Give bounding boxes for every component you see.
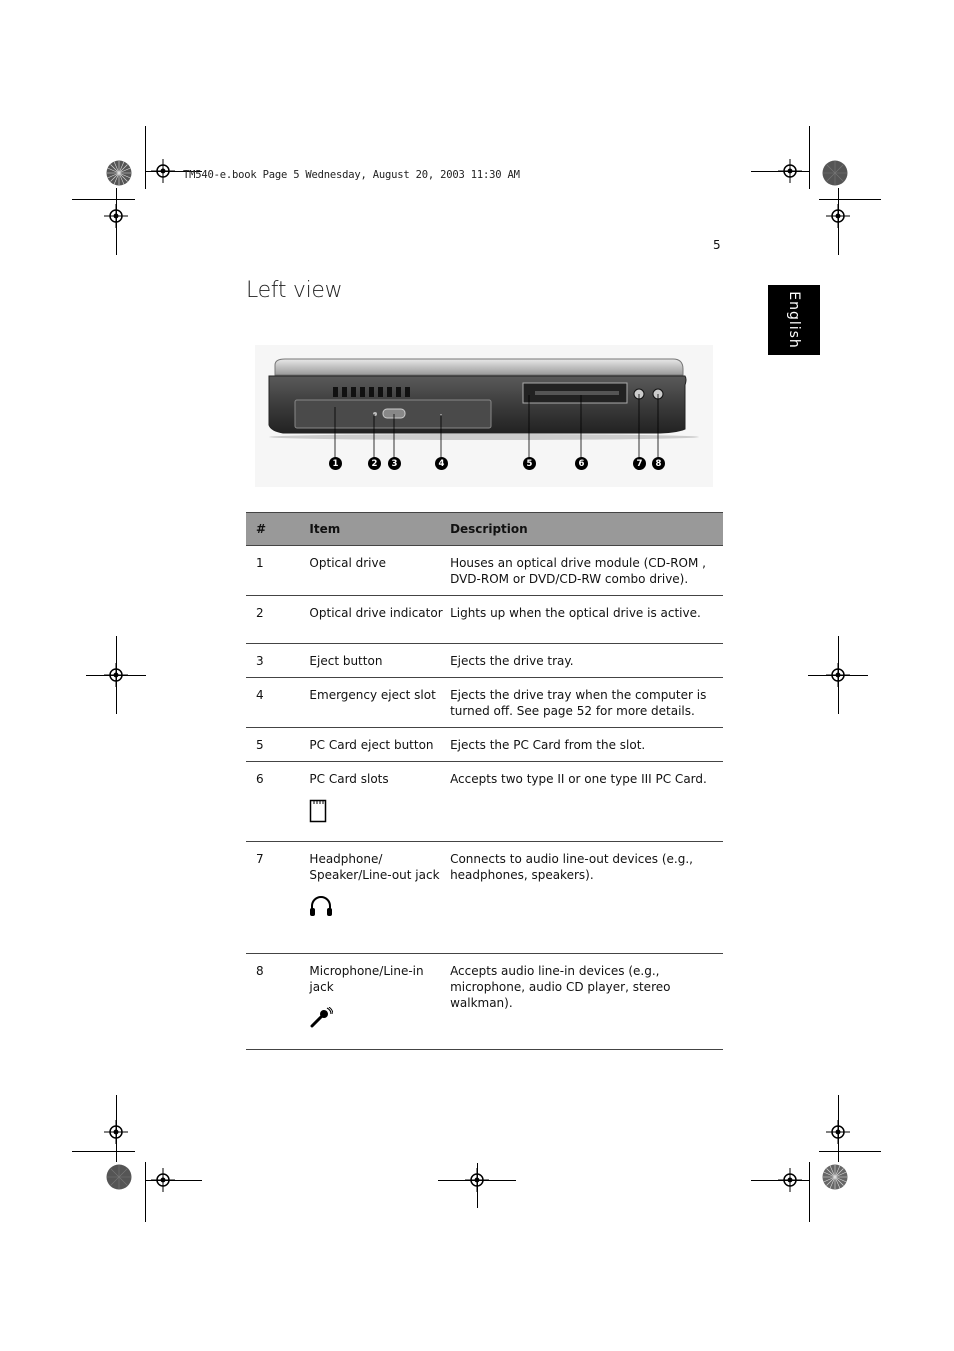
row-description: Ejects the PC Card from the slot.: [450, 728, 723, 762]
row-description: Connects to audio line-out devices (e.g., headphones, speakers).: [450, 842, 723, 954]
registration-mark-icon: [465, 1168, 489, 1192]
table-row: [246, 842, 723, 954]
row-number: 6: [246, 762, 309, 842]
callout-5: 5: [523, 457, 536, 470]
callout-1: 1: [329, 457, 342, 470]
registration-mark-icon: [151, 1168, 175, 1192]
callout-7: 7: [633, 457, 646, 470]
headphone-icon: [309, 895, 333, 917]
table-row: [246, 644, 723, 678]
row-number: 1: [246, 546, 309, 596]
callout-4: 4: [435, 457, 448, 470]
row-item-cell: [309, 762, 450, 842]
row-item-cell: [309, 842, 450, 954]
row-number: 5: [246, 728, 309, 762]
row-number: 2: [246, 596, 309, 644]
laptop-left-view-figure: [255, 345, 713, 487]
row-number: 7: [246, 842, 309, 954]
table-row: [246, 678, 723, 728]
row-item: PC Card slots: [309, 772, 389, 786]
row-description: Accepts two type II or one type III PC Card.: [450, 762, 723, 842]
registration-mark-icon: [104, 663, 128, 687]
registration-mark-icon: [826, 204, 850, 228]
row-item: Eject button: [309, 644, 450, 678]
registration-mark-icon: [778, 1168, 802, 1192]
pc-card-icon: [309, 799, 327, 823]
row-item: Emergency eject slot: [309, 678, 450, 728]
header-item: Item: [309, 513, 450, 546]
callout-3: 3: [388, 457, 401, 470]
page-title: Left view: [246, 278, 343, 303]
registration-mark-icon: [151, 159, 175, 183]
callout-2: 2: [368, 457, 381, 470]
print-rosette-icon: [822, 160, 848, 186]
language-tab: [768, 285, 820, 355]
table-row: [246, 596, 723, 644]
callout-6: 6: [575, 457, 588, 470]
row-item: Optical drive: [309, 546, 450, 596]
registration-mark-icon: [826, 1120, 850, 1144]
table-row: [246, 762, 723, 842]
row-description: Lights up when the optical drive is active.: [450, 596, 723, 644]
row-description: Houses an optical drive module (CD-ROM , DVD-ROM or DVD/CD-RW combo drive).: [450, 546, 723, 596]
row-number: 4: [246, 678, 309, 728]
row-item: Headphone/ Speaker/Line-out jack: [309, 852, 440, 882]
print-rosette-icon: [106, 1164, 132, 1190]
microphone-icon: [309, 1007, 333, 1029]
page-number: 5: [713, 238, 721, 252]
print-rosette-icon: [822, 1164, 848, 1190]
row-description: Ejects the drive tray when the computer is turned off. See page 52 for more details.: [450, 678, 723, 728]
registration-mark-icon: [826, 663, 850, 687]
row-description: Accepts audio line-in devices (e.g., microphone, audio CD player, stereo walkman).: [450, 954, 723, 1050]
row-item: PC Card eject button: [309, 728, 450, 762]
header-number: #: [246, 513, 309, 546]
row-number: 3: [246, 644, 309, 678]
header-description: Description: [450, 513, 723, 546]
language-tab-label: English: [786, 291, 802, 349]
table-row: [246, 954, 723, 1050]
row-description: Ejects the drive tray.: [450, 644, 723, 678]
print-header-line: TM540-e.book Page 5 Wednesday, August 20, 2003 11:30 AM: [183, 169, 520, 181]
row-item: Optical drive indicator: [309, 596, 450, 644]
table-header-row: [246, 513, 723, 546]
print-rosette-icon: [106, 160, 132, 186]
ports-table: [246, 512, 723, 1050]
row-number: 8: [246, 954, 309, 1050]
callout-8: 8: [652, 457, 665, 470]
registration-mark-icon: [778, 159, 802, 183]
table-row: [246, 728, 723, 762]
registration-mark-icon: [104, 204, 128, 228]
registration-mark-icon: [104, 1120, 128, 1144]
row-item-cell: [309, 954, 450, 1050]
table-row: [246, 546, 723, 596]
row-item: Microphone/Line-in jack: [309, 964, 424, 994]
